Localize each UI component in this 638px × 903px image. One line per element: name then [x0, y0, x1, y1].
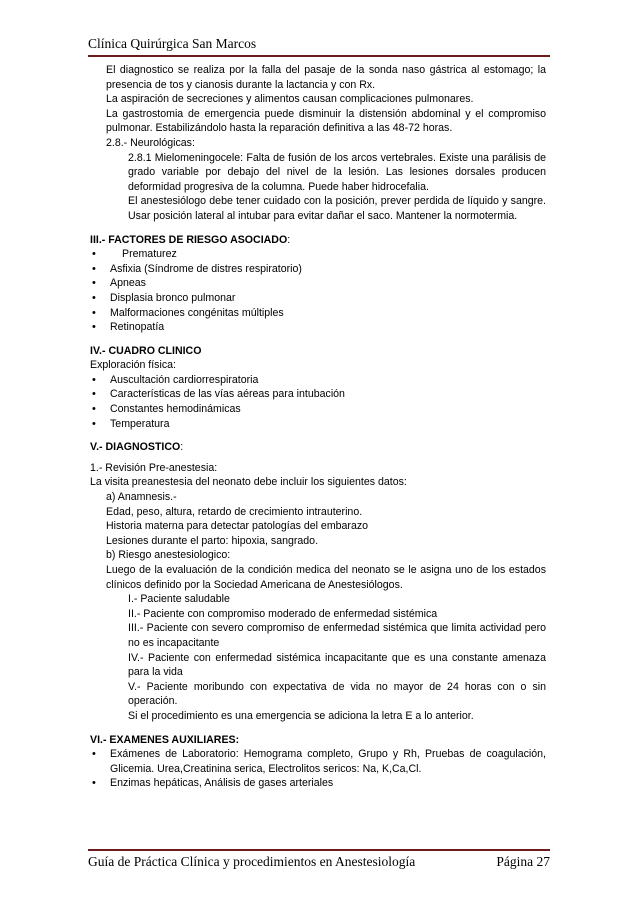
list-item: • Asfixia (Síndrome de distres respiratorio): [90, 262, 546, 277]
intro-paragraph: La aspiración de secreciones y alimentos causan complicaciones pulmonares.: [106, 93, 474, 106]
intro-paragraph: El diagnostico se realiza por la falla del pasaje de la sonda naso gástrica al estomago; la presencia de tos y cianosis durante la lactancia y con Rx.: [106, 64, 546, 91]
list-item: • Enzimas hepáticas, Análisis de gases arteriales: [90, 776, 546, 791]
diagnosis-line: 1.- Revisión Pre-anestesia:: [90, 461, 218, 474]
section-heading-exams: VI.- EXAMENES AUXILIARES:: [90, 733, 240, 746]
asa-class: V.- Paciente moribundo con expectativa de vida no mayor de 24 horas con o sin operación.: [128, 680, 546, 708]
anamnesis-line: Historia materna para detectar patologías del embarazo: [106, 520, 369, 533]
risk-label: b) Riesgo anestesiologico:: [106, 549, 231, 562]
risk-paragraph: Luego de la evaluación de la condición medica del neonato se le asigna uno de los estados clínicos definido por la Sociedad Americana de Anestesiólogos.: [106, 564, 546, 591]
anamnesis-line: Lesiones durante el parto: hipoxia, sangrado.: [106, 534, 319, 547]
asa-note: Si el procedimiento es una emergencia se adiciona la letra E a lo anterior.: [128, 709, 474, 722]
page-number: Página 27: [496, 854, 550, 869]
section-heading-diagnosis: V.- DIAGNOSTICO:: [90, 441, 184, 454]
exploration-label: Exploración física:: [90, 359, 176, 372]
intro-paragraph: La gastrostomia de emergencia puede disminuir la distensión abdominal y el compromiso pulmonar. Estabilizándolo hasta la reparación definitiva a las 48-72 horas.: [106, 107, 546, 135]
diagnosis-line: La visita preanestesia del neonato debe incluir los siguientes datos:: [90, 476, 407, 489]
neuro-paragraph: 2.8.1 Mielomeningocele: Falta de fusión de los arcos vertebrales. Existe una parálisis de grado variable por debajo del nivel de la lesión. Las lesiones dorsales producen deformidad progresiva de la columna. Puede haber hidrocefalia.: [128, 151, 546, 193]
clinical-list: [90, 373, 546, 431]
header-title: Clínica Quirúrgica San Marcos: [88, 36, 257, 51]
page-footer: [88, 849, 550, 870]
anamnesis-label: a) Anamnesis.-: [106, 491, 177, 504]
exams-list: [90, 747, 546, 791]
list-item: • Auscultación cardiorrespiratoria: [90, 373, 546, 388]
list-item: • Constantes hemodinámicas: [90, 402, 546, 417]
list-item: • Exámenes de Laboratorio: Hemograma completo, Grupo y Rh, Pruebas de coagulación, Glicemia. Urea,Creatinina serica, Electrolitos sericos: Na, K,Ca,Cl.: [90, 747, 546, 776]
list-item: • Temperatura: [90, 417, 546, 432]
page-content: [90, 63, 546, 791]
section-heading-clinical: IV.- CUADRO CLINICO: [90, 344, 202, 357]
neuro-heading: 2.8.- Neurológicas:: [106, 136, 195, 149]
list-item: • Retinopatía: [90, 320, 546, 335]
anamnesis-line: Edad, peso, altura, retardo de crecimiento intrauterino.: [106, 505, 363, 518]
list-item: • Malformaciones congénitas múltiples: [90, 306, 546, 321]
page-header: [88, 36, 550, 57]
list-item: • Displasia bronco pulmonar: [90, 291, 546, 306]
list-item: • Prematurez: [90, 247, 546, 262]
footer-title: Guía de Práctica Clínica y procedimientos en Anestesiología: [88, 854, 416, 869]
asa-class: I.- Paciente saludable: [128, 593, 230, 606]
list-item: • Características de las vías aéreas para intubación: [90, 387, 546, 402]
list-item: • Apneas: [90, 276, 546, 291]
asa-class: IV.- Paciente con enfermedad sistémica incapacitante que es una constante amenaza para la vida: [128, 651, 546, 679]
section-heading-risk: III.- FACTORES DE RIESGO ASOCIADO:: [90, 233, 291, 246]
asa-class: II.- Paciente con compromiso moderado de enfermedad sistémica: [128, 607, 438, 620]
asa-class: III.- Paciente con severo compromiso de enfermedad sistémica que limita actividad pero no es incapacitante: [128, 622, 546, 649]
risk-factor-list: [90, 247, 546, 335]
neuro-paragraph: El anestesiólogo debe tener cuidado con la posición, prever perdida de líquido y sangre. Usar posición lateral al intubar para evitar dañar el saco. Mantener la normotermia.: [128, 195, 546, 222]
